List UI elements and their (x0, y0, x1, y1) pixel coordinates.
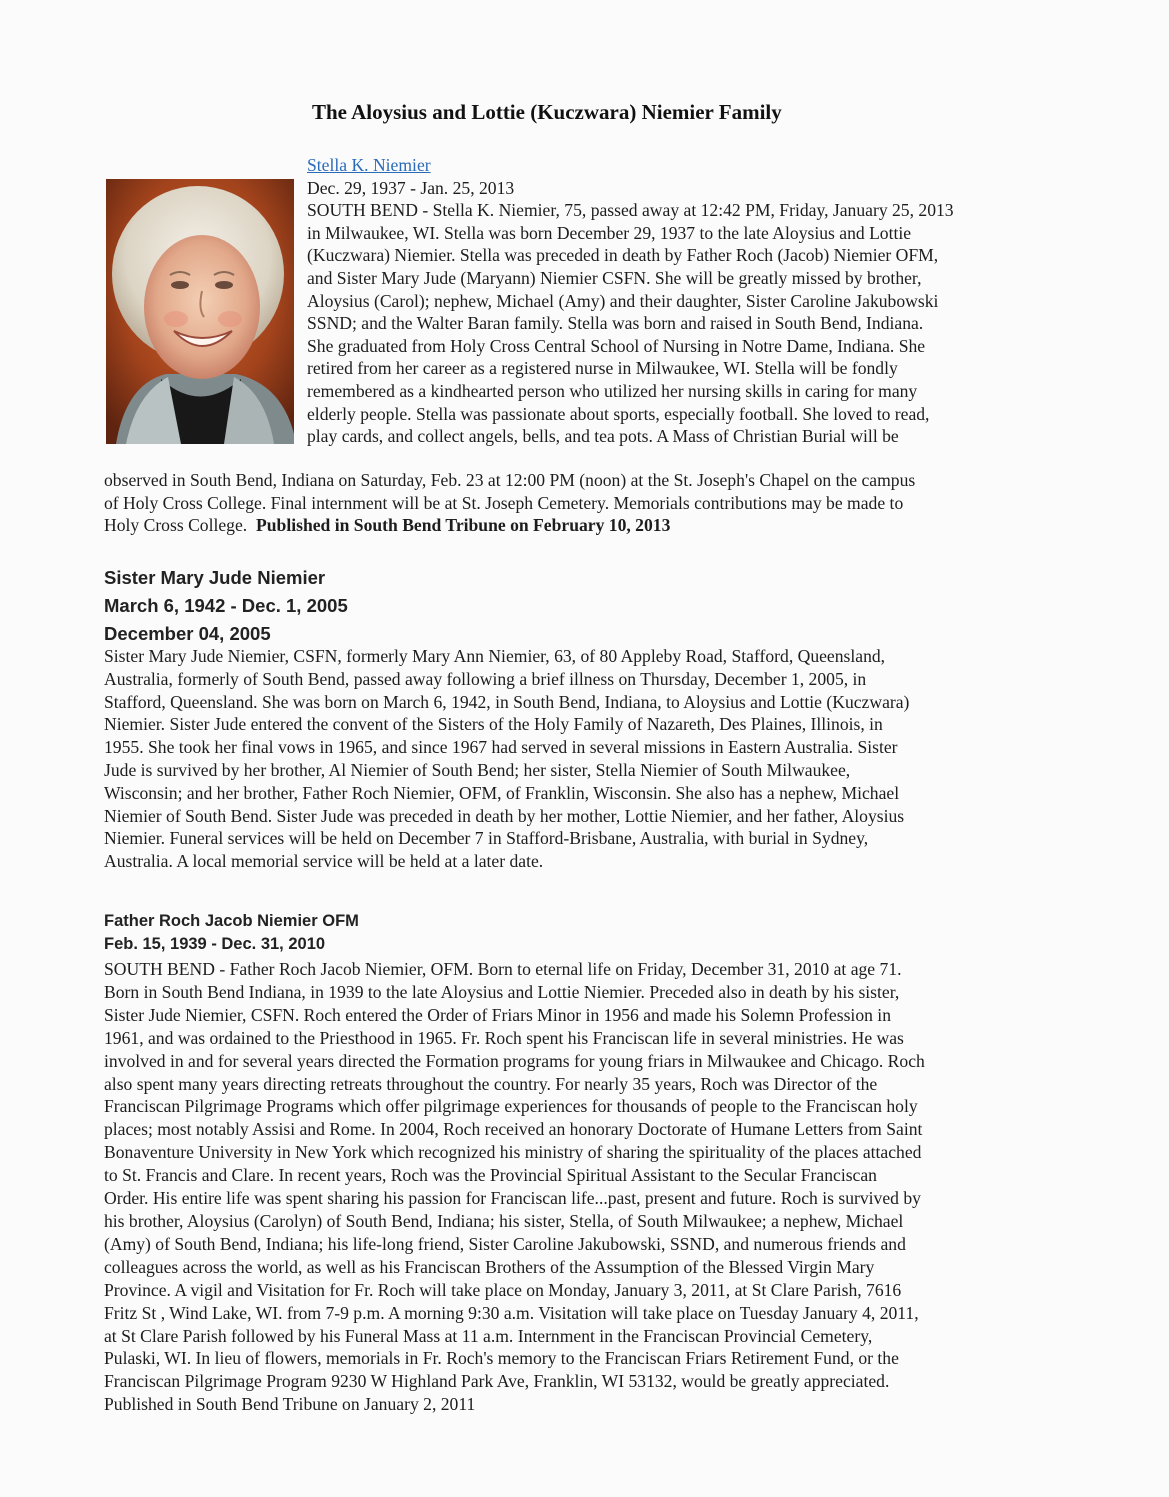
text-line: (Amy) of South Bend, Indiana; his life-long friend, Sister Caroline Jakubowski, SSND, and numerous friends and (104, 1233, 906, 1254)
roch-name: Father Roch Jacob Niemier OFM (104, 912, 359, 930)
text-line: Wisconsin; and her brother, Father Roch Niemier, OFM, of Franklin, Wisconsin. She also has a nephew, Michael (104, 782, 900, 803)
text-line: SOUTH BEND - Father Roch Jacob Niemier, OFM. Born to eternal life on Friday, December 31, 2010 at age 71. (104, 959, 902, 979)
text-line: Pulaski, WI. In lieu of flowers, memorials in Fr. Roch's memory to the Franciscan Friars Retirement Fund, or the (104, 1348, 899, 1369)
stella-portrait-photo (106, 179, 294, 444)
text-line: colleagues across the world, as well as his Franciscan Brothers of the Assumption of the Blessed Virgin Mary (104, 1256, 875, 1277)
jude-heading (104, 564, 348, 648)
text-line: Sister Jude Niemier, CSFN. Roch entered the Order of Friars Minor in 1956 and made his Solemn Profession in (104, 1004, 891, 1025)
text-line: SOUTH BEND - Stella K. Niemier, 75, passed away at 12:42 PM, Friday, January 25, 2013 (307, 200, 954, 221)
jude-name: Sister Mary Jude Niemier (104, 567, 326, 588)
stella-obituary-continued (104, 469, 1134, 537)
text-line: Franciscan Pilgrimage Programs which offer pilgrimage experiences for thousands of people to the Franciscan holy (104, 1096, 918, 1117)
text-line: play cards, and collect angels, bells, and tea pots. A Mass of Christian Burial will be (307, 426, 899, 447)
text-line: 1955. She took her final vows in 1965, and since 1967 had served in several missions in Eastern Australia. Sister (104, 737, 898, 758)
stella-published-note: Published in South Bend Tribune on February 10, 2013 (256, 515, 671, 536)
text-line: involved in and for several years directed the Formation programs for young friars in Milwaukee and Chicago. Roch (104, 1050, 925, 1071)
text-line: his brother, Aloysius (Carolyn) of South Bend, Indiana; his sister, Stella, of South Milwaukee; a nephew, Michael (104, 1210, 904, 1231)
text-line: 1961, and was ordained to the Priesthood in 1965. Fr. Roch spent his Franciscan life in several ministries. He was (104, 1027, 904, 1048)
text-line: Bonaventure University in New York which recognized his ministry of sharing the spirituality of the places attached (104, 1142, 922, 1163)
text-line: Niemier. Sister Jude entered the convent of the Sisters of the Holy Family of Nazareth, Des Plaines, Illinois, in (104, 714, 883, 735)
stella-dates: Dec. 29, 1937 - Jan. 25, 2013 (307, 177, 515, 198)
portrait-image (106, 179, 294, 444)
text-line: Niemier. Funeral services will be held on December 7 in Stafford-Brisbane, Australia, with burial in Sydney, (104, 828, 869, 849)
text-line: and Sister Mary Jude (Maryann) Niemier CSFN. She will be greatly missed by brother, (307, 267, 922, 288)
text-line: (Kuczwara) Niemier. Stella was preceded in death by Father Roch (Jacob) Niemier OFM, (307, 245, 939, 266)
text-line: of Holy Cross College. Final internment will be at St. Joseph Cemetery. Memorials contributions may be made to (104, 492, 904, 513)
text-line: retired from her career as a registered nurse in Milwaukee, WI. Stella will be fondly (307, 358, 898, 379)
stella-obituary-top (307, 154, 1127, 448)
text-line: Franciscan Pilgrimage Program 9230 W Highland Park Ave, Franklin, WI 53132, would be greatly appreciated. (104, 1371, 890, 1392)
text-line: also spent many years directing retreats throughout the country. For nearly 35 years, Roch was Director of the (104, 1073, 878, 1094)
text-line: Fritz St , Wind Lake, WI. from 7-9 p.m. A morning 9:30 a.m. Visitation will take place on Tuesday January 4, 2011, (104, 1302, 919, 1323)
jude-dates: March 6, 1942 - Dec. 1, 2005 (104, 595, 348, 616)
roch-heading (104, 910, 359, 956)
text-line: Aloysius (Carol); nephew, Michael (Amy) and their daughter, Sister Caroline Jakubowski (307, 290, 939, 311)
text-line: Australia, formerly of South Bend, passed away following a brief illness on Thursday, December 1, 2005, in (104, 668, 867, 689)
text-line: Niemier of South Bend. Sister Jude was preceded in death by her mother, Lottie Niemier, and her father, Aloysius (104, 805, 905, 826)
text-line: Order. His entire life was spent sharing his passion for Franciscan life...past, present and future. Roch is survived by (104, 1188, 921, 1209)
roch-dates: Feb. 15, 1939 - Dec. 31, 2010 (104, 935, 326, 953)
stella-name-link[interactable]: Stella K. Niemier (307, 155, 431, 175)
text-line: places; most notably Assisi and Rome. In 2004, Roch received an honorary Doctorate of Humane Letters from Saint (104, 1119, 923, 1140)
text-line: in Milwaukee, WI. Stella was born December 29, 1937 to the late Aloysius and Lottie (307, 222, 912, 243)
page-title: The Aloysius and Lottie (Kuczwara) Niemier Family (312, 100, 782, 124)
text-line: Australia. A local memorial service will be held at a later date. (104, 851, 544, 872)
text-line: at St Clare Parish followed by his Funeral Mass at 11 a.m. Internment in the Franciscan Provincial Cemetery, (104, 1325, 873, 1346)
jude-obituary (104, 645, 1144, 873)
text-line: to St. Francis and Clare. In recent years, Roch was the Provincial Spiritual Assistant to the Secular Franciscan (104, 1165, 877, 1186)
text-line: elderly people. Stella was passionate about sports, especially football. She loved to read, (307, 403, 930, 424)
text-line: Jude is survived by her brother, Al Niemier of South Bend; her sister, Stella Niemier of South Milwaukee, (104, 759, 851, 780)
jude-date-published: December 04, 2005 (104, 623, 271, 644)
text-line: remembered as a kindhearted person who utilized her nursing skills in caring for many (307, 380, 918, 401)
text-line: She graduated from Holy Cross Central School of Nursing in Notre Dame, Indiana. She (307, 335, 926, 356)
text-line: observed in South Bend, Indiana on Saturday, Feb. 23 at 12:00 PM (noon) at the St. Joseph's Chapel on the campus (104, 470, 916, 490)
roch-obituary (104, 958, 1154, 1416)
text-line: Born in South Bend Indiana, in 1939 to the late Aloysius and Lottie Niemier. Preceded also in death by his sister, (104, 981, 900, 1002)
text-line: Holy Cross College. (104, 515, 248, 536)
text-line: Province. A vigil and Visitation for Fr. Roch will take place on Monday, January 3, 2011, at St Clare Parish, 7616 (104, 1279, 902, 1300)
text-line: Stafford, Queensland. She was born on March 6, 1942, in South Bend, Indiana, to Aloysius and Lottie (Kuczwara) (104, 691, 910, 712)
roch-published-note: Published in South Bend Tribune on January 2, 2011 (104, 1394, 476, 1415)
text-line: Sister Mary Jude Niemier, CSFN, formerly Mary Ann Niemier, 63, of 80 Appleby Road, Stafford, Queensland, (104, 646, 886, 666)
text-line: SSND; and the Walter Baran family. Stella was born and raised in South Bend, Indiana. (307, 313, 924, 334)
